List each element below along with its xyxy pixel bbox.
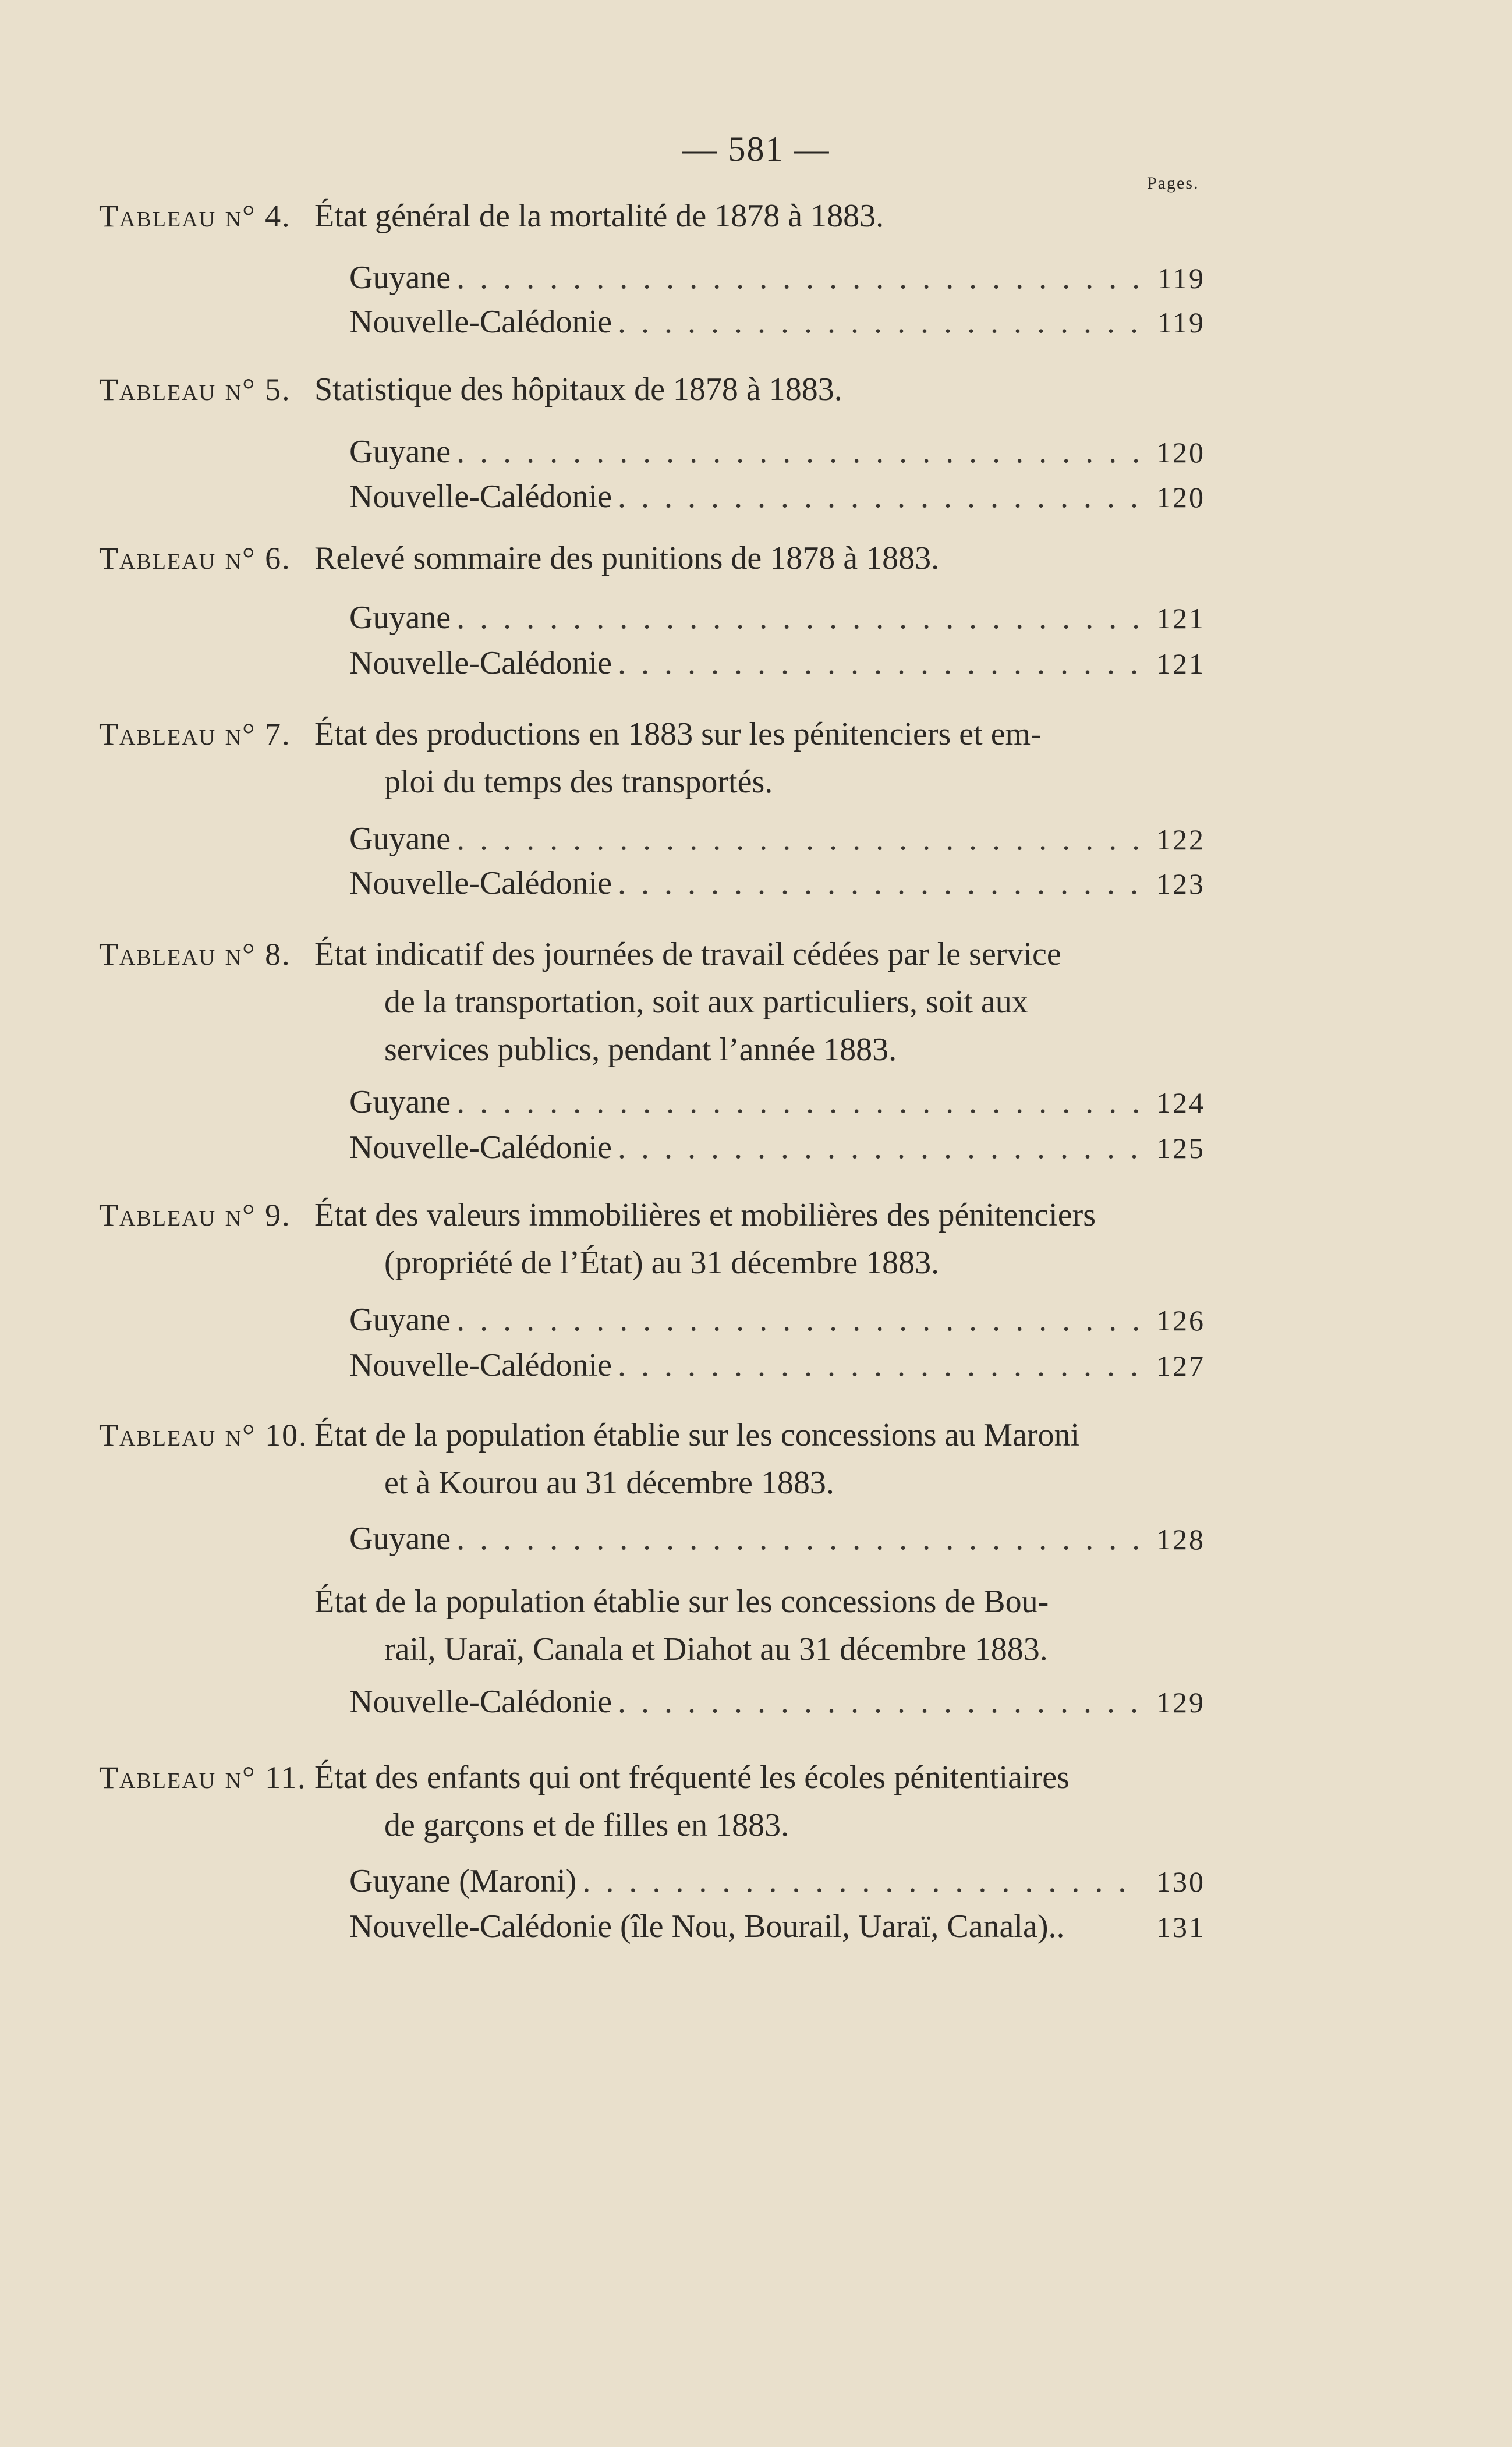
section-heading-tableau-10 — [99, 1411, 1147, 1507]
dot-leader — [456, 594, 1141, 642]
entry-page-number: 119 — [1157, 306, 1205, 339]
entry-page-number: 129 — [1156, 1686, 1205, 1719]
page-number: — 581 — — [682, 130, 830, 168]
section-sub-title — [314, 1578, 1118, 1673]
entry-page-number: 131 — [1156, 1911, 1205, 1943]
toc-entry — [349, 254, 1205, 302]
toc-entry — [349, 1341, 1205, 1389]
toc-entry — [349, 1678, 1205, 1726]
entry-page-number: 127 — [1156, 1350, 1205, 1382]
pages-column-label: Pages. — [1147, 173, 1199, 193]
tableau-label: Tableau n° 11. — [99, 1760, 307, 1795]
title-line: de garçons et de filles en 1883. — [384, 1807, 789, 1843]
entry-label: Guyane — [349, 1521, 451, 1557]
dot-leader — [618, 1678, 1141, 1726]
title-line: services publics, pendant l’année 1883. — [384, 1032, 897, 1068]
section-title — [314, 534, 1129, 582]
title-line: Relevé sommaire des punitions de 1878 à 1883. — [314, 540, 940, 576]
entry-page-number: 124 — [1156, 1086, 1205, 1119]
dot-leader — [618, 298, 1141, 346]
entry-page-number: 120 — [1156, 436, 1205, 469]
dot-leader — [618, 859, 1141, 907]
dot-leader — [456, 1078, 1141, 1126]
toc-entry — [349, 1124, 1205, 1171]
section-title — [314, 1191, 1129, 1287]
toc-entry — [349, 298, 1205, 346]
entry-page-number: 121 — [1156, 647, 1205, 680]
section-heading-tableau-7 — [99, 710, 1147, 806]
toc-entry — [349, 473, 1205, 520]
title-line: de la transportation, soit aux particuliers, soit aux — [384, 984, 1028, 1020]
title-line: rail, Uaraï, Canala et Diahot au 31 décembre 1883. — [384, 1631, 1048, 1667]
entry-page-number: 122 — [1156, 823, 1205, 856]
toc-entry — [349, 1903, 1205, 1950]
tableau-label: Tableau n° 7. — [99, 717, 291, 752]
title-line: (propriété de l’État) au 31 décembre 1883. — [384, 1245, 940, 1281]
entry-label: Nouvelle-Calédonie — [349, 1684, 612, 1720]
dot-leader — [456, 254, 1141, 302]
entry-label: Guyane — [349, 434, 451, 470]
toc-entry — [349, 428, 1205, 476]
title-line: ploi du temps des transportés. — [384, 764, 773, 800]
entry-label: Guyane — [349, 1084, 451, 1120]
tableau-label: Tableau n° 8. — [99, 937, 291, 972]
entry-label: Guyane — [349, 260, 451, 296]
toc-entry — [349, 1296, 1205, 1344]
tableau-label: Tableau n° 4. — [99, 199, 291, 233]
title-line: État des enfants qui ont fréquenté les écoles pénitentiaires — [314, 1759, 1070, 1796]
tableau-label: Tableau n° 6. — [99, 541, 291, 576]
section-heading-tableau-6 — [99, 534, 1147, 582]
title-line: État des valeurs immobilières et mobilières des pénitenciers — [314, 1197, 1096, 1233]
entry-label: Nouvelle-Calédonie — [349, 1129, 612, 1166]
section-title — [314, 1754, 1129, 1849]
section-heading-tableau-11 — [99, 1754, 1147, 1849]
dot-leader — [456, 428, 1141, 476]
dot-leader — [456, 1515, 1141, 1563]
dot-leader — [456, 815, 1141, 863]
title-line: Statistique des hôpitaux de 1878 à 1883. — [314, 371, 842, 408]
title-line: État des productions en 1883 sur les pénitenciers et em- — [314, 716, 1042, 752]
tableau-label: Tableau n° 9. — [99, 1198, 291, 1233]
section-heading-tableau-8 — [99, 930, 1147, 1074]
toc-entry — [349, 639, 1205, 687]
entry-label: Nouvelle-Calédonie — [349, 645, 612, 681]
section-heading-tableau-9 — [99, 1191, 1147, 1287]
entry-label: Nouvelle-Calédonie — [349, 865, 612, 901]
dot-leader — [618, 1341, 1141, 1389]
entry-page-number: 126 — [1156, 1304, 1205, 1337]
section-title — [314, 192, 1129, 240]
entry-page-number: 121 — [1156, 602, 1205, 635]
tableau-label: Tableau n° 10. — [99, 1418, 308, 1453]
entry-label: Guyane — [349, 1302, 451, 1338]
entry-label: Guyane — [349, 821, 451, 857]
toc-entry — [349, 1515, 1205, 1563]
toc-entry — [349, 859, 1205, 907]
entry-page-number: 130 — [1156, 1865, 1205, 1898]
dot-leader — [456, 1296, 1141, 1344]
toc-entry — [349, 1857, 1205, 1905]
toc-entry — [349, 815, 1205, 863]
entry-label: Nouvelle-Calédonie — [349, 1347, 612, 1383]
entry-page-number: 120 — [1156, 481, 1205, 514]
title-line: État de la population établie sur les concessions de Bou- — [314, 1584, 1049, 1620]
entry-label: Nouvelle-Calédonie — [349, 304, 612, 340]
section-title — [314, 1411, 1129, 1507]
entry-label: Nouvelle-Calédonie (île Nou, Bourail, Uaraï, Canala).. — [349, 1908, 1065, 1945]
title-line: et à Kourou au 31 décembre 1883. — [384, 1465, 834, 1501]
section-heading-tableau-4 — [99, 192, 1147, 240]
entry-label: Guyane — [349, 600, 451, 636]
title-line: État de la population établie sur les concessions au Maroni — [314, 1417, 1080, 1453]
section-heading-tableau-5 — [99, 366, 1147, 413]
title-line: État général de la mortalité de 1878 à 1883. — [314, 198, 884, 234]
section-title — [314, 366, 1129, 413]
title-line: État indicatif des journées de travail cédées par le service — [314, 936, 1061, 972]
tableau-label: Tableau n° 5. — [99, 372, 291, 407]
entry-page-number: 128 — [1156, 1523, 1205, 1556]
dot-leader — [618, 639, 1141, 687]
dot-leader — [618, 1124, 1141, 1171]
section-title — [314, 930, 1129, 1074]
entry-page-number: 119 — [1157, 262, 1205, 295]
entry-label: Nouvelle-Calédonie — [349, 479, 612, 515]
entry-page-number: 125 — [1156, 1132, 1205, 1164]
entry-label: Guyane (Maroni) — [349, 1863, 577, 1899]
toc-entry — [349, 1078, 1205, 1126]
dot-leader — [618, 473, 1141, 520]
toc-entry — [349, 594, 1205, 642]
section-title — [314, 710, 1129, 806]
entry-page-number: 123 — [1156, 867, 1205, 900]
dot-leader — [582, 1857, 1141, 1905]
